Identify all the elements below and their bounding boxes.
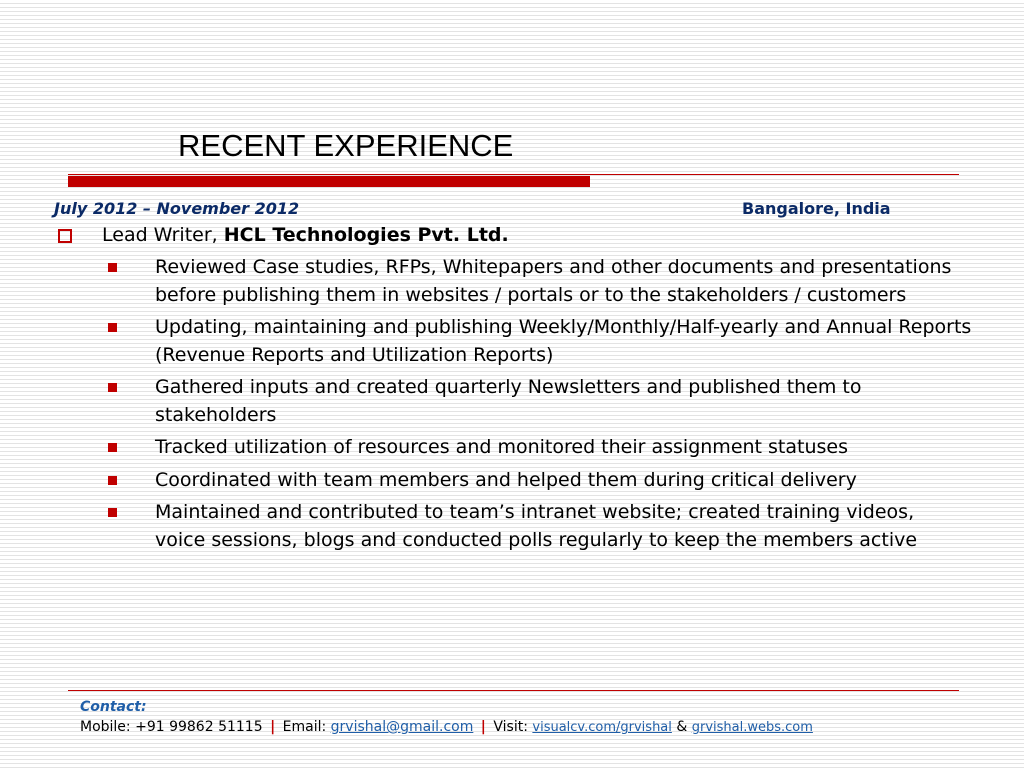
duty-item xyxy=(108,314,988,369)
footer-divider-line xyxy=(68,690,959,691)
contact-ampersand: & xyxy=(676,719,688,735)
red-square-icon xyxy=(108,263,117,272)
duty-text: Maintained and contributed to team’s intranet website; created training videos, voice sessions, blogs and conducted polls regularly to keep the members active xyxy=(155,501,918,551)
duty-text: Tracked utilization of resources and monitored their assignment statuses xyxy=(155,436,849,458)
job-location: Bangalore, India xyxy=(742,199,891,218)
job-role xyxy=(102,222,509,249)
red-square-icon xyxy=(108,476,117,485)
job-role-line xyxy=(58,222,978,249)
contact-separator: | xyxy=(480,719,486,735)
contact-heading: Contact: xyxy=(80,699,147,715)
duty-text: Coordinated with team members and helped them during critical delivery xyxy=(155,468,857,491)
contact-separator: | xyxy=(270,719,276,735)
website-link-visualcv[interactable]: visualcv.com/grvishal xyxy=(532,720,672,735)
duty-item xyxy=(108,499,988,554)
job-role-title: Lead Writer, xyxy=(102,224,224,246)
red-square-icon xyxy=(108,323,117,332)
company-name: HCL Technologies Pvt. Ltd. xyxy=(223,224,509,246)
duty-item xyxy=(108,467,988,495)
duty-item xyxy=(108,434,988,462)
duty-text: Updating, maintaining and publishing Weekly/Monthly/Half-yearly and Annual Reports (Revenue Reports and Utilization Reports) xyxy=(155,316,972,366)
red-square-icon xyxy=(108,443,117,452)
website-link-webs[interactable]: grvishal.webs.com xyxy=(691,720,813,735)
contact-line xyxy=(80,718,813,737)
duty-item xyxy=(108,374,988,429)
slide-title: RECENT EXPERIENCE xyxy=(178,128,514,163)
contact-visit-label: Visit: xyxy=(493,719,528,735)
job-dates: July 2012 – November 2012 xyxy=(54,199,300,218)
duty-text: Reviewed Case studies, RFPs, Whitepapers and other documents and presentations before publishing them in websites / portals or to the stakeholders / customers xyxy=(155,256,952,306)
hollow-square-icon xyxy=(58,229,72,243)
contact-mobile: Mobile: +91 99862 51115 xyxy=(80,719,263,735)
duty-item xyxy=(108,254,988,309)
contact-email-label: Email: xyxy=(282,719,327,735)
email-link[interactable]: grvishal@gmail.com xyxy=(330,719,474,735)
duty-list xyxy=(108,254,988,559)
title-accent-bar xyxy=(68,176,590,187)
title-divider-line xyxy=(68,174,959,175)
duty-text: Gathered inputs and created quarterly Newsletters and published them to stakeholders xyxy=(155,376,862,426)
red-square-icon xyxy=(108,508,117,517)
red-square-icon xyxy=(108,383,117,392)
